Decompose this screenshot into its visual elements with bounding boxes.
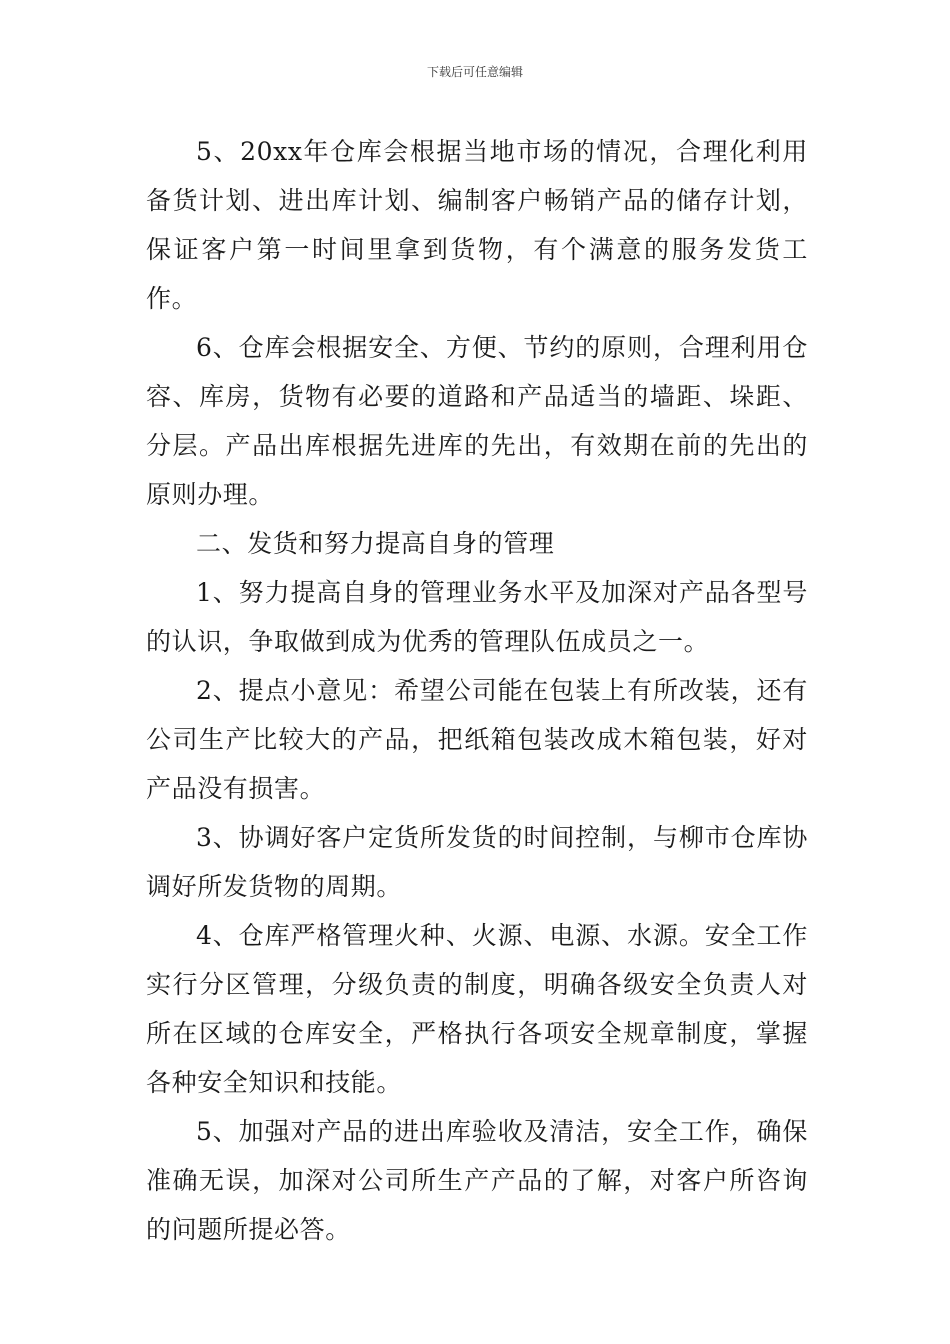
page-header: 下载后可任意编辑 (426, 65, 523, 79)
paragraph-item-5-inspection: 5、加强对产品的进出库验收及清洁，安全工作，确保准确无误，加深对公司所生产产品的了解，对客户所咨询的问题所提必答。 (146, 1117, 808, 1244)
paragraph-item-5-planning: 5、20xx年仓库会根据当地市场的情况，合理化利用备货计划、进出库计划、编制客户畅销产品的储存计划，保证客户第一时间里拿到货物，有个满意的服务发货工作。 (146, 137, 808, 313)
paragraph-item-6-storage: 6、仓库会根据安全、方便、节约的原则，合理利用仓容、库房，货物有必要的道路和产品适当的墙距、垛距、分层。产品出库根据先进库的先出，有效期在前的先出的原则办理。 (146, 333, 808, 509)
paragraph-item-4-safety: 4、仓库严格管理火种、火源、电源、水源。安全工作实行分区管理，分级负责的制度，明确各级安全负责人对所在区域的仓库安全，严格执行各项安全规章制度，掌握各种安全知识和技能。 (146, 921, 808, 1097)
paragraph-item-2-suggestion: 2、提点小意见：希望公司能在包装上有所改装，还有公司生产比较大的产品，把纸箱包装改成木箱包装，好对产品没有损害。 (146, 676, 808, 803)
paragraph-item-3-coordination: 3、协调好客户定货所发货的时间控制，与柳市仓库协调好所发货物的周期。 (146, 823, 808, 901)
section-heading: 二、发货和努力提高自身的管理 (196, 529, 555, 558)
document-body (146, 127, 808, 1254)
paragraph-item-1-skills: 1、努力提高自身的管理业务水平及加深对产品各型号的认识，争取做到成为优秀的管理队伍成员之一。 (146, 578, 808, 656)
